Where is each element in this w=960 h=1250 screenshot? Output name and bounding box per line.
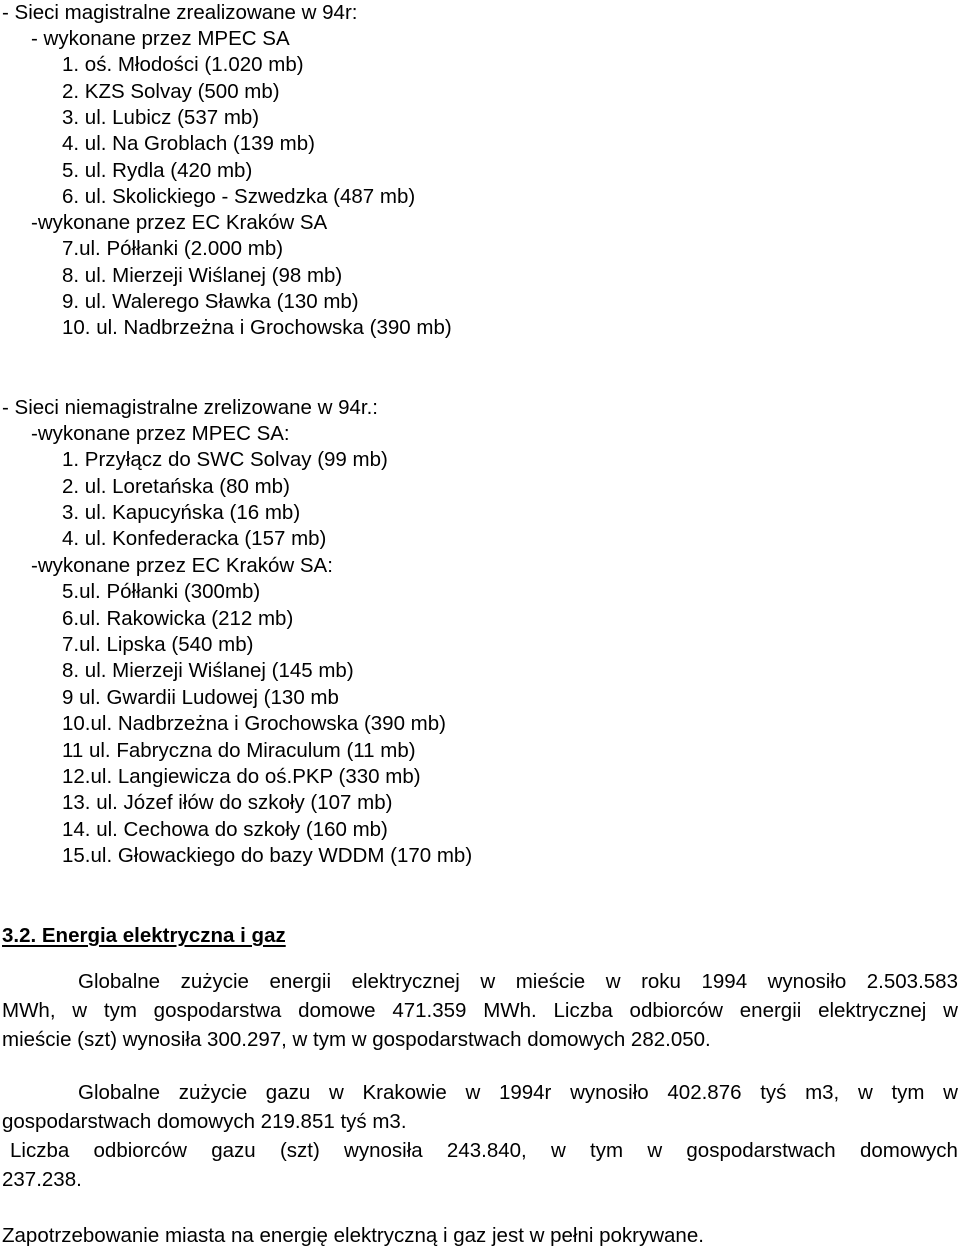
word: energii xyxy=(739,999,802,1022)
word: w xyxy=(605,970,621,993)
word: MWh, xyxy=(2,999,56,1022)
list-item: 1. oś. Młodości (1.020 mb) xyxy=(62,53,304,76)
list-item: 8. ul. Mierzeji Wiślanej (145 mb) xyxy=(62,659,354,682)
list-item: 11 ul. Fabryczna do Miraculum (11 mb) xyxy=(62,739,416,762)
word: 402.876 xyxy=(667,1081,742,1104)
word: elektrycznej xyxy=(351,970,460,993)
list-item: 10.ul. Nadbrzeżna i Grochowska (390 mb) xyxy=(62,712,446,735)
list-item: 15.ul. Głowackiego do bazy WDDM (170 mb) xyxy=(62,844,473,867)
word: tym xyxy=(891,1081,925,1104)
section2-group1-title: -wykonane przez MPEC SA: xyxy=(31,422,290,445)
word: 1994 xyxy=(701,970,748,993)
paragraph-electricity xyxy=(2,967,958,1054)
list-item: 4. ul. Konfederacka (157 mb) xyxy=(62,527,327,550)
word: zużycie xyxy=(178,1081,248,1104)
word: zużycie xyxy=(180,970,249,993)
list-item: 13. ul. Józef iłów do szkoły (107 mb) xyxy=(62,791,393,814)
paragraph-line: gospodarstwach domowych 219.851 tyś m3. xyxy=(2,1110,407,1133)
word: wynosiło xyxy=(767,970,847,993)
section1-group2-title: -wykonane przez EC Kraków SA xyxy=(31,211,328,234)
word: roku xyxy=(641,970,681,993)
paragraph-line xyxy=(2,1078,958,1107)
word: elektrycznej xyxy=(818,999,927,1022)
section2-title: - Sieci niemagistralne zrelizowane w 94r.: xyxy=(2,396,378,419)
list-item: 10. ul. Nadbrzeżna i Grochowska (390 mb) xyxy=(62,316,452,339)
list-item: 2. KZS Solvay (500 mb) xyxy=(62,80,280,103)
list-item: 7.ul. Półłanki (2.000 mb) xyxy=(62,237,284,260)
list-item: 9 ul. Gwardii Ludowej (130 mb xyxy=(62,686,339,709)
word: Krakowie xyxy=(362,1081,447,1104)
word: Globalne xyxy=(78,970,161,993)
word: Liczba xyxy=(553,999,613,1022)
section-heading: 3.2. Energia elektryczna i gaz xyxy=(2,924,286,947)
list-item: 2. ul. Loretańska (80 mb) xyxy=(62,475,290,498)
word: w xyxy=(647,1139,663,1162)
paragraph-line: 237.238. xyxy=(2,1168,82,1191)
word: w xyxy=(550,1139,566,1162)
word: w xyxy=(943,999,958,1022)
paragraph-line: mieście (szt) wynosiła 300.297, w tym w gospodarstwach domowych 282.050. xyxy=(2,1028,711,1051)
word: mieście xyxy=(515,970,586,993)
word: wynosiło xyxy=(570,1081,649,1104)
word: gazu xyxy=(211,1139,256,1162)
word: MWh. xyxy=(483,999,537,1022)
word: gospodarstwach xyxy=(686,1139,836,1162)
paragraph-line xyxy=(2,1136,958,1165)
word: wynosiła xyxy=(344,1139,423,1162)
list-item: 9. ul. Walerego Sławka (130 mb) xyxy=(62,290,359,313)
word: w xyxy=(857,1081,873,1104)
word: 1994r xyxy=(498,1081,552,1104)
list-item: 1. Przyłącz do SWC Solvay (99 mb) xyxy=(62,448,388,471)
word: w xyxy=(943,1081,958,1104)
word: gazu xyxy=(265,1081,311,1104)
closing-sentence: Zapotrzebowanie miasta na energię elektryczną i gaz jest w pełni pokrywane. xyxy=(2,1224,704,1247)
list-item: 4. ul. Na Groblach (139 mb) xyxy=(62,132,315,155)
word: gospodarstwa xyxy=(153,999,282,1022)
word: odbiorców xyxy=(629,999,723,1022)
section1-title: - Sieci magistralne zrealizowane w 94r: xyxy=(2,1,358,24)
word: tym xyxy=(103,999,137,1022)
word: w xyxy=(328,1081,344,1104)
word: Globalne xyxy=(78,1081,161,1104)
paragraph-line xyxy=(2,967,958,996)
word: w xyxy=(480,970,496,993)
list-item: 12.ul. Langiewicza do oś.PKP (330 mb) xyxy=(62,765,421,788)
paragraph-line xyxy=(2,996,958,1025)
list-item: 6. ul. Skolickiego - Szwedzka (487 mb) xyxy=(62,185,416,208)
section1-group1-title: - wykonane przez MPEC SA xyxy=(31,27,290,50)
word: Liczba xyxy=(10,1139,70,1162)
list-item: 7.ul. Lipska (540 mb) xyxy=(62,633,254,656)
paragraph-gas-customers xyxy=(2,1136,958,1194)
list-item: 5.ul. Półłanki (300mb) xyxy=(62,580,261,603)
word: odbiorców xyxy=(93,1139,187,1162)
word: (szt) xyxy=(279,1139,320,1162)
section2-group2-title: -wykonane przez EC Kraków SA: xyxy=(31,554,333,577)
word: 243.840, xyxy=(446,1139,527,1162)
word: w xyxy=(72,999,88,1022)
list-item: 3. ul. Kapucyńska (16 mb) xyxy=(62,501,301,524)
word: domowe xyxy=(298,999,376,1022)
list-item: 6.ul. Rakowicka (212 mb) xyxy=(62,607,294,630)
word: w xyxy=(465,1081,481,1104)
list-item: 5. ul. Rydla (420 mb) xyxy=(62,159,253,182)
word: energii xyxy=(269,970,332,993)
word: tym xyxy=(590,1139,624,1162)
word: tyś xyxy=(760,1081,787,1104)
list-item: 8. ul. Mierzeji Wiślanej (98 mb) xyxy=(62,264,343,287)
word: 471.359 xyxy=(392,999,467,1022)
word: 2.503.583 xyxy=(866,970,958,993)
list-item: 3. ul. Lubicz (537 mb) xyxy=(62,106,260,129)
word: domowych xyxy=(859,1139,958,1162)
paragraph-gas xyxy=(2,1078,958,1136)
list-item: 14. ul. Cechowa do szkoły (160 mb) xyxy=(62,818,388,841)
word: m3, xyxy=(805,1081,840,1104)
